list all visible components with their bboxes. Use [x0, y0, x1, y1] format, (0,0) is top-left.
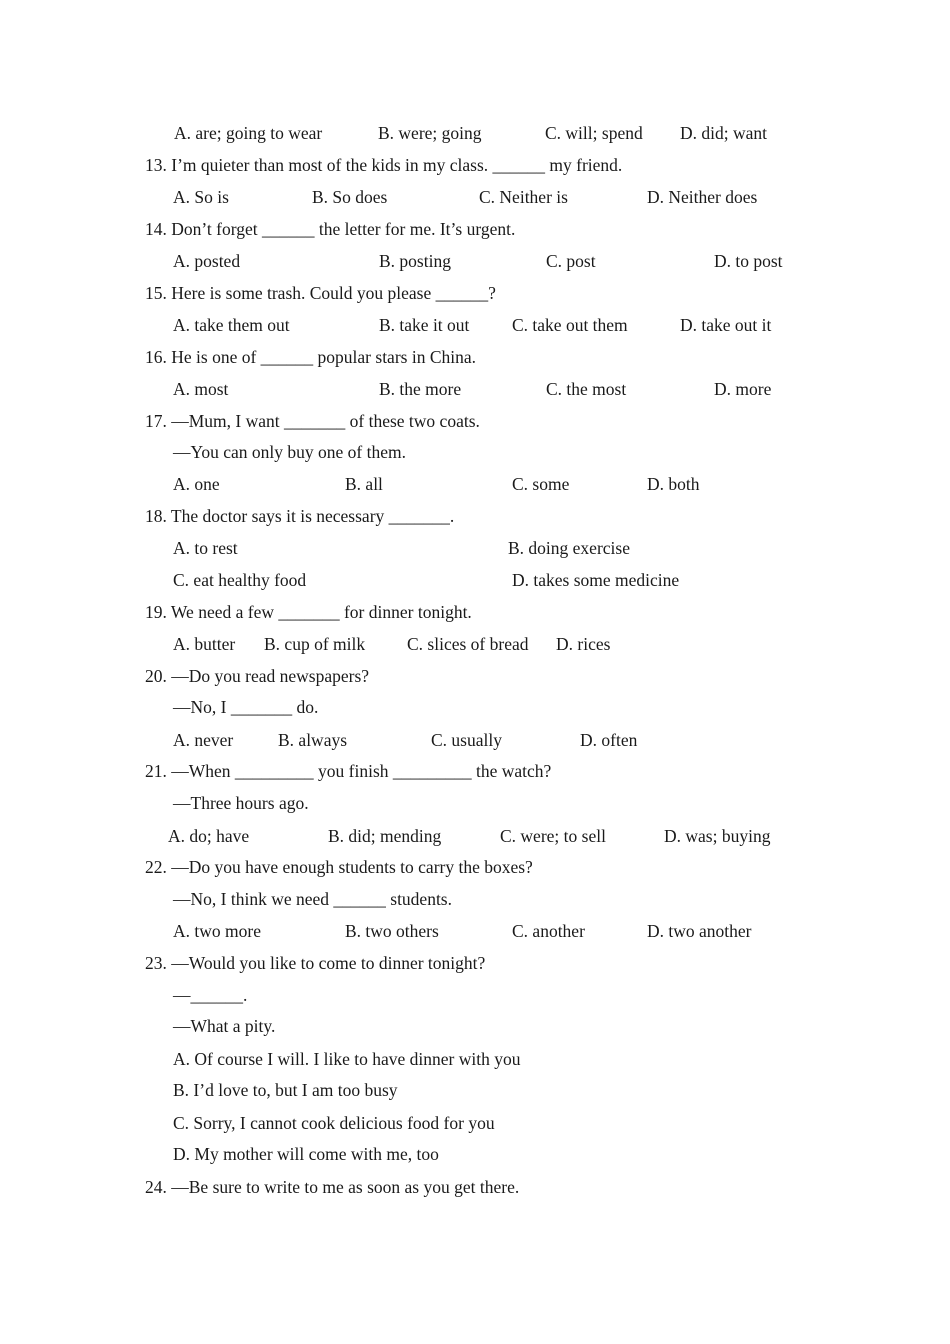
q17-option-d: D. both: [647, 474, 700, 494]
q16-option-b: B. the more: [379, 379, 462, 399]
q21-option-c: C. were; to sell: [500, 826, 606, 846]
q19-option-b: B. cup of milk: [264, 634, 366, 654]
q13-option-c: C. Neither is: [479, 187, 568, 207]
q15-option-c: C. take out them: [512, 315, 628, 335]
q17-option-b: B. all: [345, 474, 383, 494]
q21-stem: 21. —When _________ you finish _________ the watch?: [145, 761, 552, 781]
q22-option-a: A. two more: [173, 921, 261, 941]
q13-option-a: A. So is: [173, 187, 229, 207]
q14-option-c: C. post: [546, 251, 596, 271]
q16-option-d: D. more: [714, 379, 772, 399]
q20-reply: —No, I _______ do.: [173, 697, 319, 717]
q18-option-d: D. takes some medicine: [512, 570, 680, 590]
q17-option-c: C. some: [512, 474, 570, 494]
q13-stem: 13. I’m quieter than most of the kids in my class. ______ my friend.: [145, 155, 623, 175]
q21-option-a: A. do; have: [168, 826, 250, 846]
q15-stem: 15. Here is some trash. Could you please ______?: [145, 283, 496, 303]
q12-option-a: A. are; going to wear: [174, 123, 323, 143]
q24-stem: 24. —Be sure to write to me as soon as you get there.: [145, 1177, 520, 1197]
q18-option-c: C. eat healthy food: [173, 570, 307, 590]
q23-option-b: B. I’d love to, but I am too busy: [173, 1080, 398, 1100]
q22-reply: —No, I think we need ______ students.: [173, 889, 452, 909]
q23-stem: 23. —Would you like to come to dinner tonight?: [145, 953, 486, 973]
q17-stem: 17. —Mum, I want _______ of these two coats.: [145, 411, 480, 431]
q23-option-a: A. Of course I will. I like to have dinner with you: [173, 1049, 521, 1069]
q18-stem: 18. The doctor says it is necessary _______.: [145, 506, 455, 526]
q22-option-c: C. another: [512, 921, 585, 941]
q15-option-d: D. take out it: [680, 315, 772, 335]
q17-reply: —You can only buy one of them.: [173, 442, 406, 462]
q20-option-a: A. never: [173, 730, 234, 750]
q12-option-c: C. will; spend: [545, 123, 643, 143]
q19-stem: 19. We need a few _______ for dinner tonight.: [145, 602, 472, 622]
q19-option-a: A. butter: [173, 634, 236, 654]
q14-option-a: A. posted: [173, 251, 241, 271]
q15-option-b: B. take it out: [379, 315, 470, 335]
q13-option-d: D. Neither does: [647, 187, 758, 207]
q14-stem: 14. Don’t forget ______ the letter for me. It’s urgent.: [145, 219, 516, 239]
q18-option-a: A. to rest: [173, 538, 238, 558]
q23-option-d: D. My mother will come with me, too: [173, 1144, 439, 1164]
q16-stem: 16. He is one of ______ popular stars in China.: [145, 347, 476, 367]
q22-option-b: B. two others: [345, 921, 439, 941]
q19-option-d: D. rices: [556, 634, 611, 654]
q21-option-d: D. was; buying: [664, 826, 771, 846]
q16-option-a: A. most: [173, 379, 229, 399]
q19-option-c: C. slices of bread: [407, 634, 529, 654]
q21-option-b: B. did; mending: [328, 826, 442, 846]
q22-option-d: D. two another: [647, 921, 752, 941]
q23-option-c: C. Sorry, I cannot cook delicious food for you: [173, 1113, 495, 1133]
q17-option-a: A. one: [173, 474, 220, 494]
q23-reply: —What a pity.: [173, 1016, 276, 1036]
q21-reply: —Three hours ago.: [173, 793, 309, 813]
q20-option-b: B. always: [278, 730, 348, 750]
q14-option-b: B. posting: [379, 251, 451, 271]
q23-blank: —______.: [173, 985, 248, 1005]
q16-option-c: C. the most: [546, 379, 627, 399]
q22-stem: 22. —Do you have enough students to carry the boxes?: [145, 857, 533, 877]
q12-option-d: D. did; want: [680, 123, 768, 143]
q18-option-b: B. doing exercise: [508, 538, 630, 558]
q13-option-b: B. So does: [312, 187, 388, 207]
q20-option-c: C. usually: [431, 730, 502, 750]
q15-option-a: A. take them out: [173, 315, 290, 335]
q20-stem: 20. —Do you read newspapers?: [145, 666, 370, 686]
q14-option-d: D. to post: [714, 251, 783, 271]
q12-option-b: B. were; going: [378, 123, 482, 143]
q20-option-d: D. often: [580, 730, 638, 750]
